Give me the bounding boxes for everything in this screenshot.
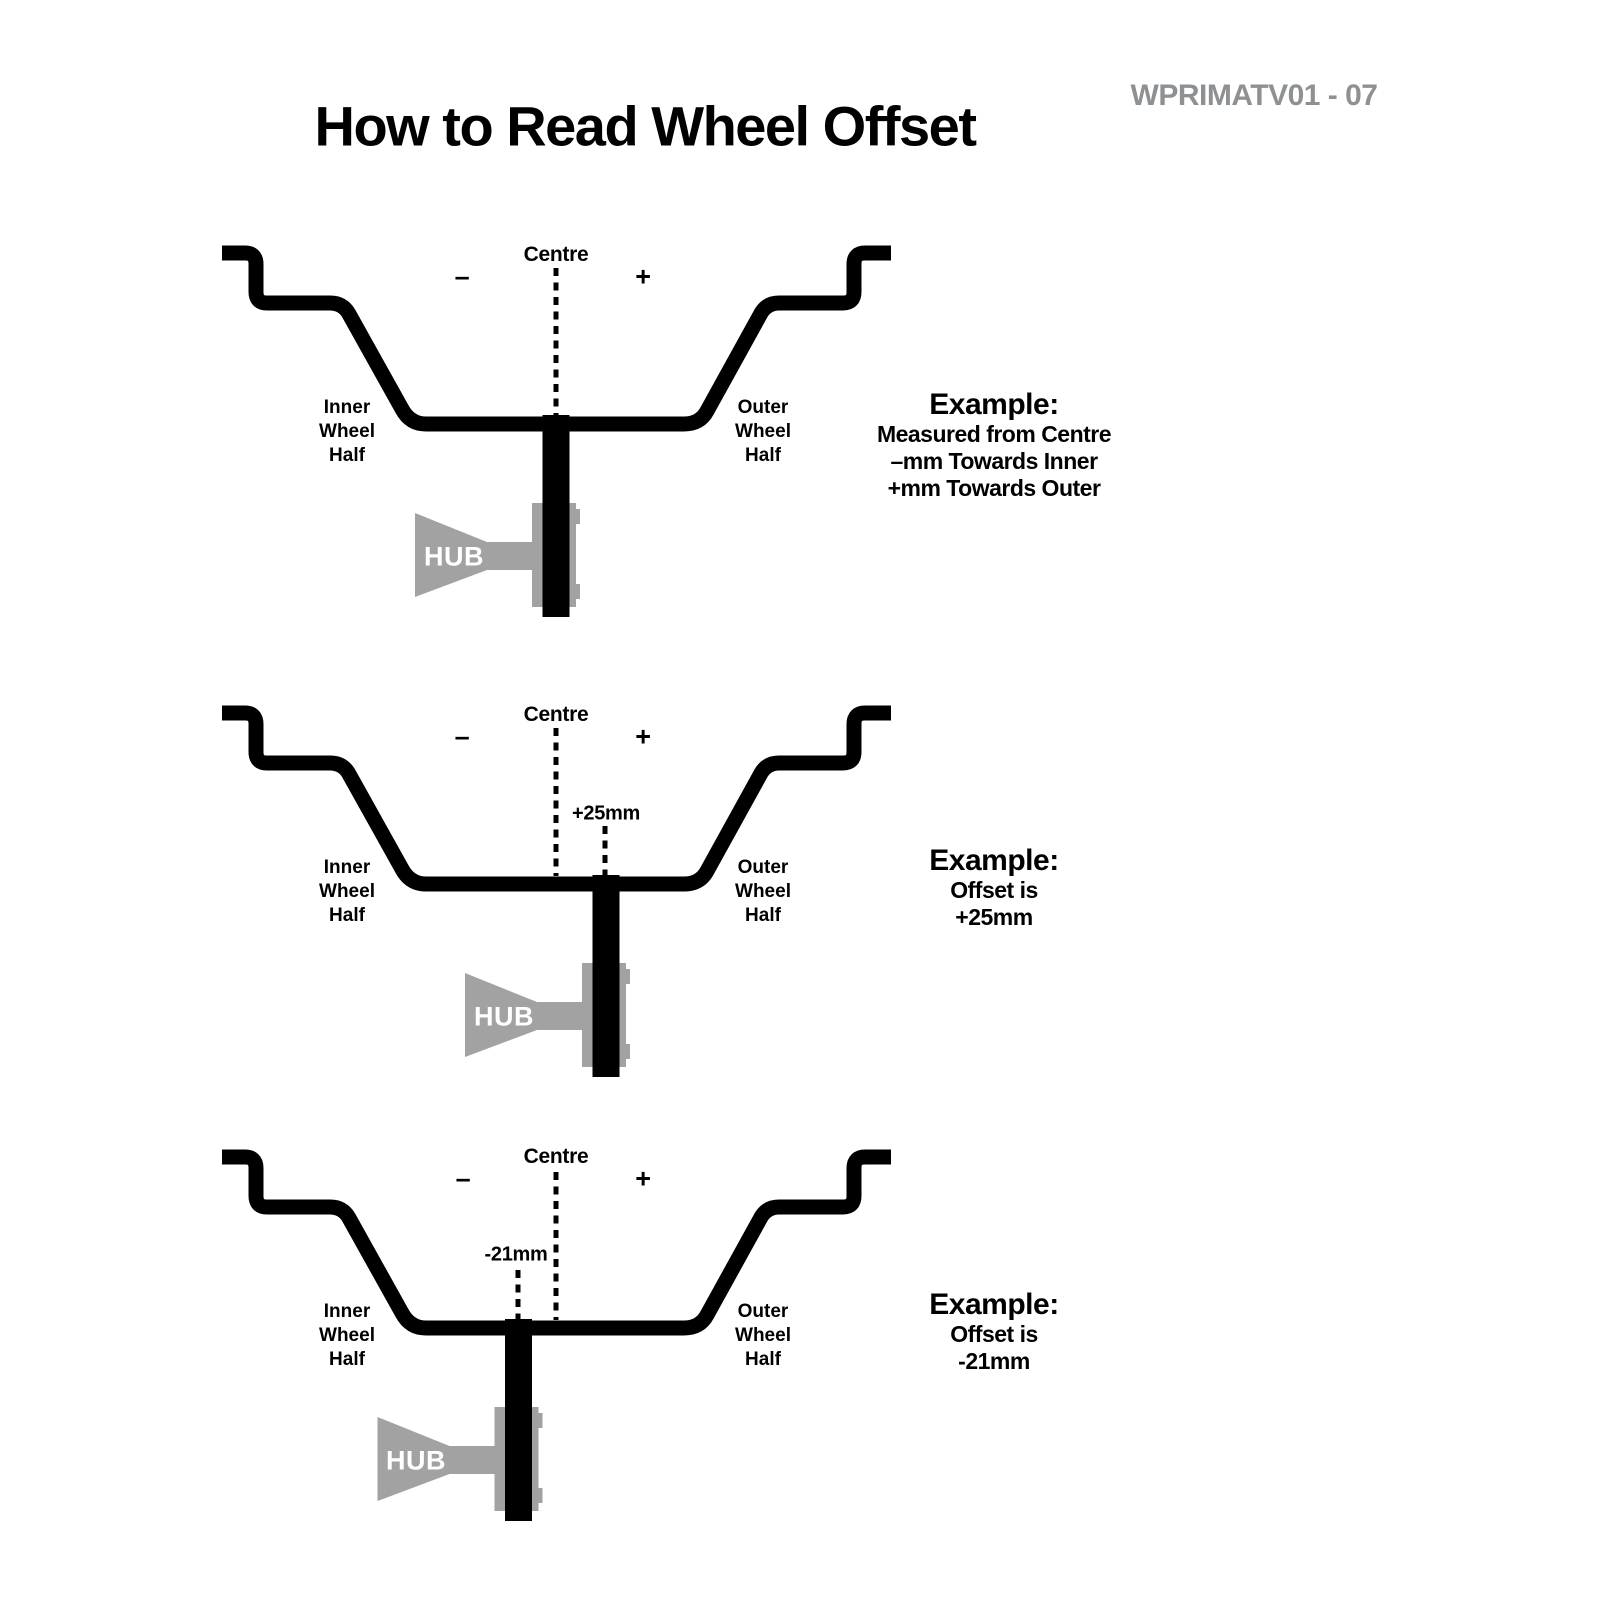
outer-line: Wheel [735, 1325, 791, 1346]
example-line: +mm Towards Outer [887, 475, 1101, 501]
outer-line: Wheel [735, 881, 791, 902]
hub-assembly-1 [415, 415, 580, 617]
outer-line: Outer [737, 1301, 789, 1322]
example-line: Offset is [950, 877, 1038, 903]
minus-label: – [454, 261, 470, 292]
inner-line: Half [329, 905, 365, 926]
example-line: -21mm [958, 1348, 1030, 1374]
example-heading: Example: [929, 388, 1059, 421]
example-block-3 [844, 1288, 1144, 1375]
outer-wheel-half-label [688, 396, 838, 468]
example-line: Measured from Centre [876, 421, 1112, 447]
inner-wheel-half-label [272, 1300, 422, 1372]
inner-line: Inner [323, 857, 371, 878]
hub-label: HUB [474, 1001, 534, 1032]
outer-line: Outer [737, 397, 789, 418]
offset-marker-label: +25mm [572, 802, 640, 825]
hub-label: HUB [424, 541, 484, 572]
centre-label: Centre [523, 703, 589, 726]
centre-label: Centre [523, 243, 589, 266]
example-heading: Example: [929, 1288, 1059, 1321]
example-block-1 [844, 388, 1144, 502]
plus-label: + [635, 721, 651, 752]
example-line: –mm Towards Inner [890, 448, 1098, 474]
offset-marker-label: -21mm [484, 1243, 548, 1266]
outer-line: Outer [737, 857, 789, 878]
outer-line: Half [745, 1349, 781, 1370]
inner-line: Inner [323, 397, 371, 418]
minus-label: – [454, 721, 470, 752]
inner-wheel-half-label [272, 396, 422, 468]
outer-wheel-half-label [688, 1300, 838, 1372]
example-block-2 [844, 844, 1144, 931]
outer-line: Half [745, 905, 781, 926]
plus-label: + [635, 1163, 651, 1194]
inner-wheel-half-label [272, 856, 422, 928]
inner-line: Half [329, 445, 365, 466]
plus-label: + [635, 261, 651, 292]
outer-wheel-half-label [688, 856, 838, 928]
hub-assembly-2 [465, 875, 630, 1077]
minus-label: – [455, 1163, 471, 1194]
doc-code: WPRIMATV01 - 07 [1130, 79, 1378, 112]
example-line: Offset is [950, 1321, 1038, 1347]
example-line: +25mm [955, 904, 1033, 930]
inner-line: Wheel [319, 881, 375, 902]
example-heading: Example: [929, 844, 1059, 877]
inner-line: Half [329, 1349, 365, 1370]
page-title: How to Read Wheel Offset [314, 94, 976, 158]
hub-label: HUB [386, 1445, 446, 1476]
centre-label: Centre [523, 1145, 589, 1168]
inner-line: Wheel [319, 1325, 375, 1346]
inner-line: Inner [323, 1301, 371, 1322]
outer-line: Wheel [735, 421, 791, 442]
inner-line: Wheel [319, 421, 375, 442]
outer-line: Half [745, 445, 781, 466]
